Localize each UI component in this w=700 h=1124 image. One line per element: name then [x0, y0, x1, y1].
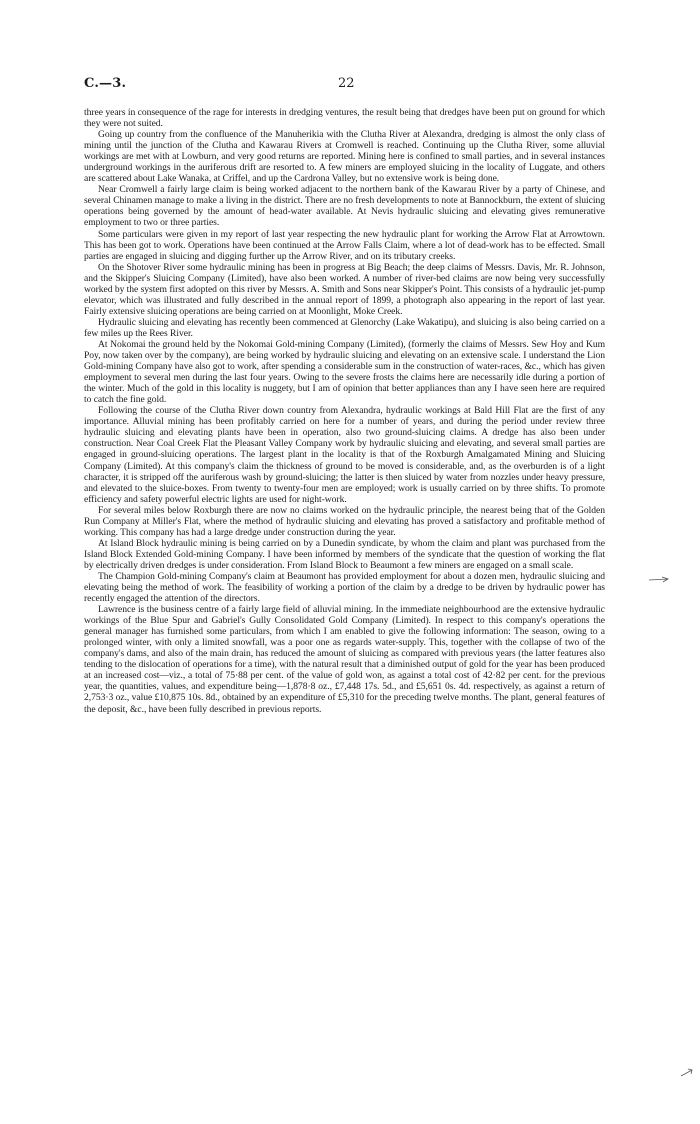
margin-scan-mark — [648, 576, 670, 584]
report-body — [84, 107, 605, 715]
paragraph-12: Lawrence is the business centre of a fairly large field of alluvial mining. In the immediate neighbourhood are the extensive hydraulic workings of the Blue Spur and Gabriel's Gully Consolidated Gold Company (Limited). In respect to this company's operations the general manager has furnished some particulars, from which I am enabled to give the following information: The season, owing to a prolonged winter, with only a limited snowfall, was a poor one as regards water-supply. This, together with the collapse of two of the company's dams, and also of the main drain, has reduced the amount of sluicing as compared with previous years (the latter features also tending to the dislocation of operations for a time), with the natural result that a diminished output of gold for the year has been produced at an increased cost—viz., a total of 75·88 per cent. of the value of gold won, as against a total cost of 42·82 per cent. for the previous year, the quantities, values, and expenditure being—1,878·8 oz., £7,448 17s. 5d., and £5,651 0s. 4d. respectively, as against a return of 2,753·3 oz., value £10,875 10s. 8d., obtained by an expenditure of £5,310 for the preceding twelve months. The plant, general features of the deposit, &c., have been fully described in previous reports. — [84, 604, 605, 715]
margin-corner-mark — [680, 1068, 694, 1078]
paragraph-9: For several miles below Roxburgh there are now no claims worked on the hydraulic principle, the nearest being that of the Golden Run Company at Miller's Flat, where the method of hydraulic sluicing and elevating has proved a satisfactory and profitable method of working. This company has had a large dredge under construction during the year. — [84, 504, 605, 538]
paragraph-3: Near Cromwell a fairly large claim is being worked adjacent to the northern bank of the Kawarau River by a party of Chinese, and several Chinamen manage to make a living in the district. There are no fresh developments to note at Bannockburn, the extent of sluicing operations being governed by the amount of head-water available. At Nevis hydraulic sluicing and elevating gives remunerative employment to two or three parties. — [84, 184, 605, 229]
page-header — [84, 76, 604, 98]
paragraph-10: At Island Block hydraulic mining is being carried on by a Dunedin syndicate, by whom the claim and plant was purchased from the Island Block Extended Gold-mining Company. I have been informed by members of the syndicate that the question of working the flat by electrically driven dredges is under consideration. From Island Block to Beaumont a few miners are engaged on a small scale. — [84, 537, 605, 571]
paragraph-1: three years in consequence of the rage for interests in dredging ventures, the result being that dredges have been put on ground for which they were not suited. — [84, 107, 605, 130]
document-reference: C.—3. — [84, 76, 127, 91]
paragraph-6: Hydraulic sluicing and elevating has recently been commenced at Glenorchy (Lake Wakatipu), and sluicing is also being carried on a few miles up the Rees River. — [84, 316, 605, 339]
paragraph-11: The Champion Gold-mining Company's claim at Beaumont has provided employment for about a dozen men, hydraulic sluicing and elevating being the method of work. The feasibility of working a portion of the claim by a dredge to be driven by hydraulic power has recently engaged the attention of the directors. — [84, 570, 605, 605]
paragraph-4: Some particulars were given in my report of last year respecting the new hydraulic plant for working the Arrow Flat at Arrowtown. This has been got to work. Operations have been continued at the Arrow Falls Claim, where a lot of dead-work has to be effected. Small parties are engaged in sluicing and digging further up the Arrow River, and on its tributary creeks. — [84, 228, 605, 262]
paragraph-8: Following the course of the Clutha River down country from Alexandra, hydraulic workings at Bald Hill Flat are the first of any importance. Alluvial mining has been profitably carried on here for a number of years, and during the period under review three hydraulic sluicing and elevating plants have been in operation, also two ground-sluicing claims. A dredge has also been under construction. Near Coal Creek Flat the Pleasant Valley Company work by hydraulic sluicing and elevating, and several small parties are engaged in ground-sluicing operations. The largest plant in the locality is that of the Roxburgh Amalgamated Mining and Sluicing Company (Limited). At this company's claim the thickness of ground to be moved is considerable, and, as the overburden is of a light character, it is stripped off the auriferous wash by ground-sluicing; the latter is then sluiced by water from nozzles under heavy pressure, and elevated to the sluice-boxes. From twenty to twenty-four men are employed; work is usually carried on by three shifts. To promote efficiency and safety powerful electric lights are used for night-work. — [84, 405, 605, 505]
paragraph-7: At Nokomai the ground held by the Nokomai Gold-mining Company (Limited), (formerly the claims of Messrs. Sew Hoy and Kum Poy, now taken over by the company), are being worked by hydraulic sluicing and elevating on an extensive scale. I understand the Lion Gold-mining Company have also got to work, after spending a considerable sum in the construction of water-races, &c., which has given employment to several men during the last four years. Owing to the severe frosts the claims here are necessarily idle during a portion of the winter. Much of the gold in this locality is nuggety, but I am of opinion that better appliances than any I have seen here are required to catch the fine gold. — [84, 338, 605, 406]
paragraph-2: Going up country from the confluence of the Manuherikia with the Clutha River at Alexandra, dredging is almost the only class of mining until the junction of the Clutha and Kawarau Rivers at Cromwell is reached. Continuing up the Clutha River, some alluvial workings are met with at Lowburn, and very good returns are reported. Mining here is confined to small parties, and in several instances underground workings in the auriferous drift are resorted to. A few miners are employed sluicing in the locality of Luggate, and others are scattered about Lake Wanaka, at Criffel, and up the Cardrona Valley, but no extensive work is being done. — [84, 129, 605, 185]
paragraph-5: On the Shotover River some hydraulic mining has been in progress at Big Beach; the deep claims of Messrs. Davis, Mr. R. Johnson, and the Skipper's Sluicing Company (Limited), have also been worked. A number of river-bed claims are now being very successfully worked by the system first adopted on this river by Messrs. A. Smith and Sons near Skipper's Point. This consists of a hydraulic jet-pump elevator, which was illustrated and fully described in the annual report of 1899, a photograph also appearing in the report of last year. Fairly extensive sluicing operations are being carried on at Moonlight, Moke Creek. — [84, 261, 605, 317]
page-number: 22 — [338, 76, 355, 91]
